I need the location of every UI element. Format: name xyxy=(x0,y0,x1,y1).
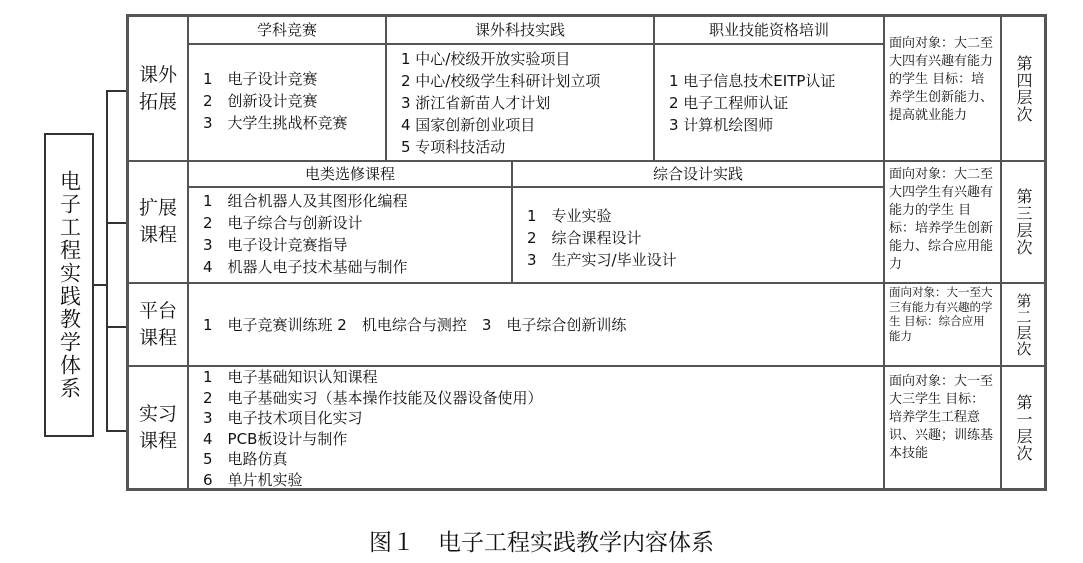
list-item: 2 综合课程设计 xyxy=(527,229,642,247)
root-label: 电子工程实践教学体系 xyxy=(57,170,82,400)
level-label: 第一层次 xyxy=(1014,393,1033,462)
hierarchy-table xyxy=(126,14,1047,491)
target-level3 xyxy=(884,161,1001,283)
category-platform-courses xyxy=(128,283,188,366)
platform-items xyxy=(188,283,884,366)
target-text: 面向对象：大二至大四学生有兴趣有能力的学生 目标：培养学生创新能力、综合应用能力 xyxy=(889,167,994,272)
list-item: 3 生产实习/毕业设计 xyxy=(527,251,677,269)
list-item: 5 专项科技活动 xyxy=(401,138,506,156)
list-item: 1 电子设计竞赛 xyxy=(203,70,318,88)
root-node xyxy=(44,133,94,437)
list-item: 1 组合机器人及其图形化编程 xyxy=(203,192,408,210)
category-label: 实习课程 xyxy=(138,402,177,452)
section-list-tech-practice xyxy=(386,44,654,161)
target-text: 面向对象：大一至大三有能力有兴趣的学生 目标：综合应用能力 xyxy=(889,285,993,343)
list-item: 1 中心/校级开放实验项目 xyxy=(401,50,571,68)
connector-spine xyxy=(106,90,108,432)
section-header-tech-practice xyxy=(386,16,654,44)
list-item: 4 国家创新创业项目 xyxy=(401,116,536,134)
list-item: 1 专业实验 xyxy=(527,207,612,225)
section-list-design-practice xyxy=(512,187,884,283)
level-3 xyxy=(1001,161,1045,283)
level-4 xyxy=(1001,16,1045,161)
section-title: 课外科技实践 xyxy=(474,21,565,39)
section-header-competitions xyxy=(188,16,386,44)
list-item: 4 PCB板设计与制作 xyxy=(203,429,348,448)
level-label: 第二层次 xyxy=(1014,292,1033,357)
section-list-electives xyxy=(188,187,512,283)
list-item: 3 电子技术项目化实习 xyxy=(203,409,363,427)
list-item: 2 中心/校级学生科研计划立项 xyxy=(401,72,601,90)
section-title: 电类选修课程 xyxy=(304,165,395,183)
category-label: 扩展课程 xyxy=(138,197,177,246)
target-level1 xyxy=(884,366,1001,489)
list-item: 2 电子基础实习（基本操作技能及仪器设备使用） xyxy=(203,388,543,407)
category-extended-courses xyxy=(128,161,188,283)
target-text: 面向对象：大一至大三学生 目标：培养学生工程意识、兴趣；训练基本技能 xyxy=(889,374,994,461)
connector-row3 xyxy=(106,326,126,328)
level-label: 第三层次 xyxy=(1014,188,1033,256)
list-item: 2 电子工程师认证 xyxy=(669,94,789,112)
connector-row2 xyxy=(106,222,126,224)
list-item: 3 浙江省新苗人才计划 xyxy=(401,94,551,112)
section-list-competitions xyxy=(188,44,386,161)
internship-items xyxy=(188,366,884,489)
list-item: 5 电路仿真 xyxy=(203,450,288,468)
section-header-design-practice xyxy=(512,161,884,187)
list-item: 1 电子基础知识认知课程 xyxy=(203,368,378,386)
category-label: 平台课程 xyxy=(138,299,177,349)
list-item: 6 单片机实验 xyxy=(203,470,303,489)
level-label: 第四层次 xyxy=(1014,54,1033,123)
target-level4 xyxy=(884,16,1001,161)
section-title: 职业技能资格培训 xyxy=(708,21,829,39)
target-level2 xyxy=(884,283,1001,366)
connector-row4 xyxy=(106,430,126,432)
list-item: 1 电子信息技术EITP认证 xyxy=(669,72,836,90)
section-title: 学科竞赛 xyxy=(256,21,317,39)
section-header-vocational xyxy=(654,16,884,44)
list-item: 1 电子竞赛训练班 2 机电综合与测控 3 电子综合创新训练 xyxy=(203,315,627,334)
level-1 xyxy=(1001,366,1045,489)
level-2 xyxy=(1001,283,1045,366)
figure-caption: 图１ 电子工程实践教学内容体系 xyxy=(369,530,714,556)
list-item: 3 计算机绘图师 xyxy=(669,116,774,134)
section-list-vocational xyxy=(654,44,884,161)
list-item: 3 大学生挑战杯竞赛 xyxy=(203,114,348,132)
list-item: 2 电子综合与创新设计 xyxy=(203,214,363,232)
category-label: 课外拓展 xyxy=(138,63,177,113)
category-internship-courses xyxy=(128,366,188,489)
connector-row1 xyxy=(106,90,126,92)
list-item: 3 电子设计竞赛指导 xyxy=(203,236,348,254)
category-extracurricular xyxy=(128,16,188,161)
target-text: 面向对象：大二至大四有兴趣有能力的学生 目标：培养学生创新能力、提高就业能力 xyxy=(889,36,994,123)
list-item: 2 创新设计竞赛 xyxy=(203,92,318,110)
section-header-electives xyxy=(188,161,512,187)
list-item: 4 机器人电子技术基础与制作 xyxy=(203,258,408,276)
section-title: 综合设计实践 xyxy=(652,165,743,183)
